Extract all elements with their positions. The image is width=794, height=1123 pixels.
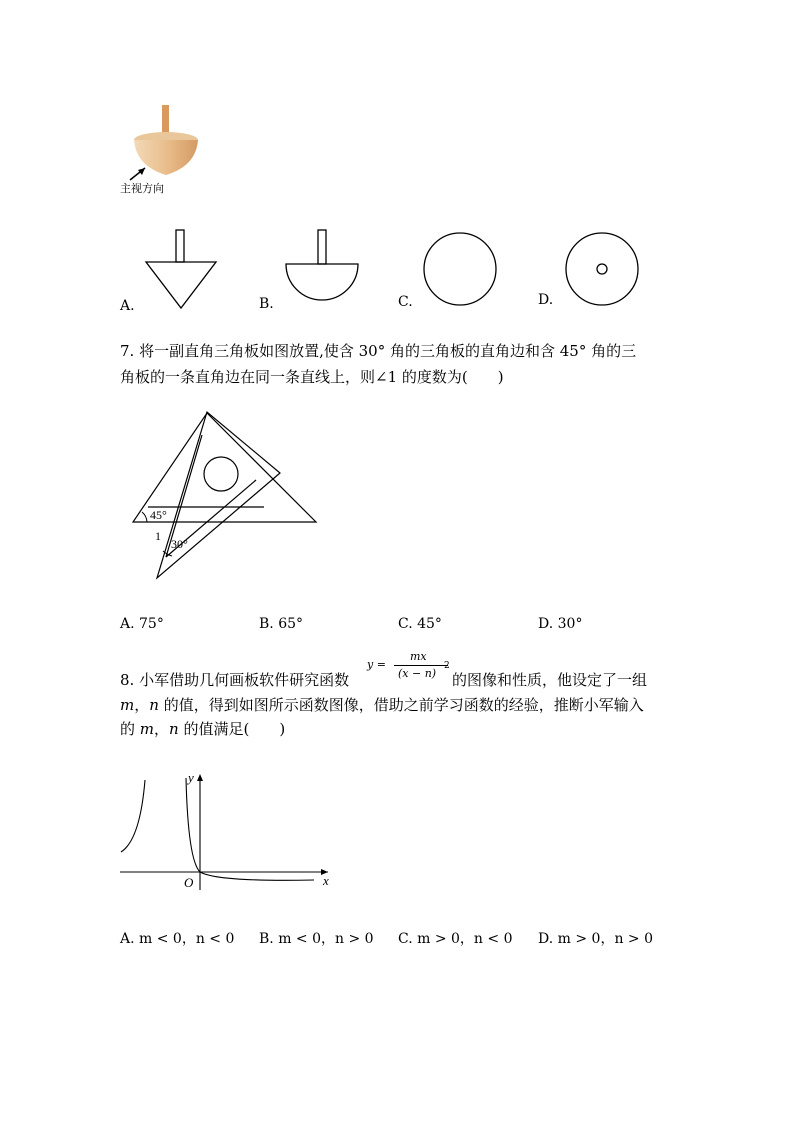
q8-option-c[interactable]: C. m > 0，n < 0 <box>398 931 513 947</box>
q6-option-b-label[interactable]: B. <box>259 296 274 312</box>
q6-option-d-label[interactable]: D. <box>538 292 554 308</box>
figure-caption: 主视方向 <box>120 182 164 195</box>
graph-origin-label: O <box>184 875 194 890</box>
q7-option-a[interactable]: A. 75° <box>120 616 164 632</box>
q8-line3-prefix: 的 <box>120 720 140 738</box>
q8-function-graph <box>118 770 338 895</box>
var-m: m <box>139 720 155 738</box>
q7-text-line2: 角板的一条直角边在同一条直线上，则∠1 的度数为( ) <box>120 368 504 386</box>
q6-option-c-figure <box>420 230 500 310</box>
q8-option-b[interactable]: B. m < 0，n > 0 <box>259 931 374 947</box>
q8-option-d[interactable]: D. m > 0，n > 0 <box>538 931 653 947</box>
q8-text-line1a: 8. 小军借助几何画板软件研究函数 <box>120 671 350 689</box>
q7-angle45-label: 45° <box>150 508 167 522</box>
var-n: n <box>149 696 159 714</box>
q8-text-line1b: 的图像和性质，他设定了一组 <box>452 671 648 689</box>
comma: ， <box>154 720 170 738</box>
graph-x-label: x <box>323 873 329 888</box>
q8-option-a[interactable]: A. m < 0，n < 0 <box>120 931 235 947</box>
q6-option-c-label[interactable]: C. <box>398 294 413 310</box>
q6-option-a-figure <box>140 225 230 315</box>
var-n: n <box>169 720 179 738</box>
formula-numerator: mx <box>410 650 427 663</box>
curve-left-branch <box>121 780 145 852</box>
q7-angle1-label: 1 <box>155 529 161 543</box>
q6-option-a-label[interactable]: A. <box>120 298 135 314</box>
arrow-head-icon <box>138 168 145 175</box>
formula-exponent: 2 <box>444 661 450 671</box>
q6-option-b-figure <box>282 225 372 315</box>
q7-text-line1: 7. 将一副直角三角板如图放置,使含 30° 角的三角板的直角边和含 45° 角的三 <box>120 342 637 360</box>
q7-angle30-label: 30° <box>171 537 188 551</box>
q8-text-line2 <box>120 692 644 718</box>
q8-formula <box>367 650 452 686</box>
q8-line3-rest: 的值满足( ) <box>178 720 286 738</box>
q7-option-d[interactable]: D. 30° <box>538 616 583 632</box>
y-axis-arrow-icon <box>197 774 203 781</box>
formula-denominator: (x − n) <box>398 667 437 680</box>
curve-right-branch <box>186 778 314 880</box>
q7-option-b[interactable]: B. 65° <box>259 616 304 632</box>
graph-y-label: y <box>188 770 194 785</box>
formula-fraction-bar <box>394 665 448 666</box>
comma: ， <box>134 696 150 714</box>
q8-line2-rest: 的值，得到如图所示函数图像，借助之前学习函数的经验，推断小军输入 <box>158 696 644 714</box>
q7-option-c[interactable]: C. 45° <box>398 616 442 632</box>
q6-option-d-figure <box>562 230 642 310</box>
q7-triangle-figure <box>130 405 330 585</box>
q8-text-line3 <box>120 716 285 742</box>
var-m: m <box>120 696 135 714</box>
formula-y: y = <box>367 658 386 671</box>
